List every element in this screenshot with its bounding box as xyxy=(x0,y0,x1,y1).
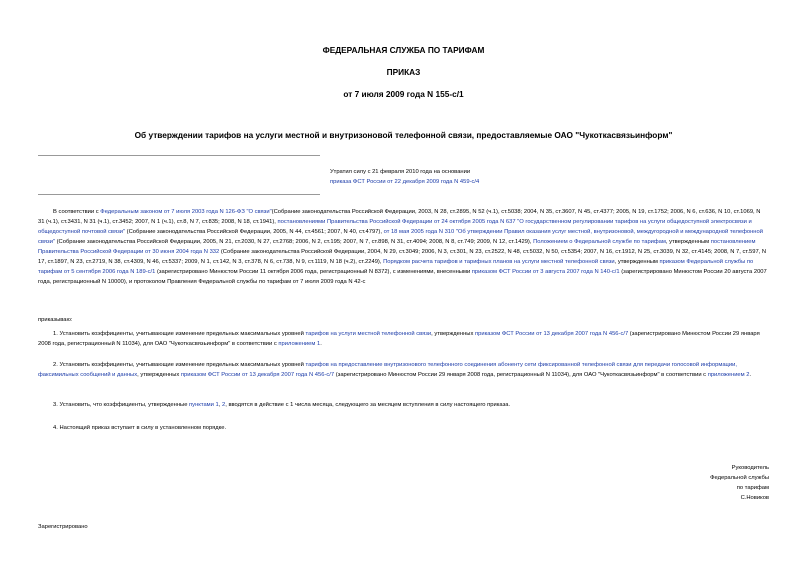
text-span: . xyxy=(320,341,322,347)
link-prikaz-140[interactable]: приказом ФСТ России от 3 августа 2007 года N 140-с/1 xyxy=(471,269,620,275)
signature-block xyxy=(710,463,769,503)
link-prikaz-456[interactable]: приказом ФСТ России от 13 декабря 2007 года N 456-с/7 xyxy=(474,331,629,337)
link-prikaz-456-2[interactable]: приказом ФСТ России от 13 декабря 2007 года N 456-с/7 xyxy=(180,372,335,378)
text-span: (Собрание законодательства Российской Федерации, 2003, N 28, ст.2895, N 52 (ч.1), ст.5038; 2004, N 35, ст.3607, N 45, ст.4377; 2005, N 19, ст.1752; 2006, N 6, ст.636, N 10, ст.1069, N 31 (ч.1), ст.3431, N 31 (ч.1), ст.3452; 2007, N 1 (ч.1), ст.8, N 7, ст.835; 2008, N 18, ст.1941), xyxy=(38,209,761,225)
text-span: 3. Установить, что коэффициенты, утвержденные xyxy=(53,402,190,408)
signature-name: С.Новиков xyxy=(740,495,769,501)
lost-force-text: Утратил силу с 21 февраля 2010 года на основании xyxy=(330,169,471,175)
text-span: (Собрание законодательства Российской Федерации, 2004, N 29, ст.3049; 2006, N 3, ст.301, N 23, ст.2522, N 48, ст.5032, N 50, ст.5354; 2007, N 16, ст.1912, N 25, ст.3039, N 32, ст.4145; 2008, N 7, ст.597, N 17, ст.1897, N 23, ст.2719, N 38, ст.4309, N 46, ст.5337; 2009, N 1, ст.142, N 3, ст.378, N 6, ст.738, N 9, ст.1119, N 18 (ч.2), ст.2249), xyxy=(38,249,767,265)
link-item-1[interactable]: пунктами 1 xyxy=(189,402,219,408)
text-span: (зарегистрировано Минюстом России 11 октября 2006 года, регистрационный N 8372), с изменениями, внесенными xyxy=(155,269,472,275)
link-postanovlenie-310[interactable]: от 18 мая 2005 года N 310 "Об утверждении Правил оказания услуг местной, внутризоновой, междугородной и международной телефонной связи" xyxy=(38,229,763,245)
divider-top xyxy=(38,155,320,156)
text-span: 1. Установить коэффициенты, учитывающие изменение предельных максимальных уровней xyxy=(53,331,306,337)
text-span: , утвержденных xyxy=(137,372,181,378)
link-appendix-2[interactable]: приложением 2 xyxy=(707,372,750,378)
link-appendix-1[interactable]: приложением 1 xyxy=(278,341,321,347)
item-2-paragraph xyxy=(38,360,768,380)
text-span: (зарегистрировано Минюстом России 29 января 2008 года, регистрационный N 11034), для ОАО "Чукоткасвязьинформ" в соответствии с xyxy=(334,372,708,378)
registered-label: Зарегистрировано xyxy=(38,524,88,530)
signature-line: по тарифам xyxy=(736,485,769,491)
link-postanovlenie-637[interactable]: постановлениями Правительства Российской Федерации от 24 октября 2005 года N 637 "О государственном регулировании тарифов на услуги общедоступной электросвязи и общедоступной почтовой связи" xyxy=(38,219,752,235)
text-span: , утвержденным xyxy=(614,259,660,265)
text-span: , xyxy=(218,402,222,408)
link-law-126fz[interactable]: Федеральным законом от 7 июля 2003 года N 126-ФЗ "О связи" xyxy=(100,209,272,215)
signature-line: Федеральной службы xyxy=(710,475,769,481)
document-title: Об утверждении тарифов на услуги местной и внутризоновой телефонной связи, предоставляемые ОАО "Чукоткасвязьинформ" xyxy=(134,130,673,140)
lost-force-note xyxy=(330,167,479,187)
lost-force-link[interactable]: приказа ФСТ России от 22 декабря 2009 года N 459-с/4 xyxy=(330,179,480,185)
divider-bottom xyxy=(38,194,320,195)
prikazyvayu-label: приказываю: xyxy=(38,317,73,323)
text-span: , утвержденных xyxy=(431,331,475,337)
text-span: 2. Установить коэффициенты, учитывающие изменение предельных максимальных уровней xyxy=(53,362,306,368)
link-polozhenie-fst[interactable]: Положением о Федеральной службе по тарифам xyxy=(533,239,666,245)
text-span: , вводятся в действие с 1 числа месяца, следующего за месяцем вступления в силу настоящего приказа. xyxy=(225,402,511,408)
item-4-paragraph: 4. Настоящий приказ вступает в силу в установленном порядке. xyxy=(53,425,227,431)
document-type: ПРИКАЗ xyxy=(386,67,421,77)
document-date-number: от 7 июля 2009 года N 155-с/1 xyxy=(343,89,464,99)
item-3-paragraph xyxy=(38,400,768,410)
link-prikaz-189[interactable]: приказом Федеральной службы по тарифам от 5 сентября 2006 года N 189-с/1 xyxy=(38,259,754,275)
text-span: (Собрание законодательства Российской Федерации, 2005, N 44, ст.4561; 2007, N 40, ст.4797), xyxy=(125,229,384,235)
link-item-2[interactable]: 2 xyxy=(221,402,226,408)
text-span: . xyxy=(749,372,752,378)
preamble-paragraph xyxy=(38,207,768,287)
text-span: (Собрание законодательства Российской Федерации, 2005, N 21, ст.2030, N 27, ст.2768; 2006, N 2, ст.195; 2007, N 7, ст.898, N 31, ст.4094; 2008, N 8, ст.749; 2009, N 12, ст.1429), xyxy=(55,239,534,245)
text-span: , утвержденным xyxy=(665,239,711,245)
agency-title: ФЕДЕРАЛЬНАЯ СЛУЖБА ПО ТАРИФАМ xyxy=(322,45,485,55)
link-intrazone-tariffs[interactable]: тарифов на предоставление внутризонового телефонного соединения абоненту сети фиксированной телефонной связи для передачи голосовой информации, факсимильных сообщений и данных xyxy=(38,362,737,378)
text-span: В соответствии с xyxy=(53,209,101,215)
text-span: (зарегистрировано Минюстом России 20 августа 2007 года, регистрационный N 10000), и протоколом Правления Федеральной службы по тарифам от 7 июля 2009 года N 42-с xyxy=(38,269,767,285)
link-poryadok-rascheta[interactable]: Порядком расчета тарифов и тарифных планов на услуги местной телефонной связи xyxy=(383,259,615,265)
link-local-tariffs[interactable]: тарифов на услуги местной телефонной связи xyxy=(305,331,432,337)
link-postanovlenie-332[interactable]: постановлением Правительства Российской Федерации от 30 июня 2004 года N 332 xyxy=(38,239,756,255)
text-span: (зарегистрировано Минюстом России 29 января 2008 года, регистрационный N 11034), для ОАО "Чукоткасвязьинформ" в соответствии с xyxy=(38,331,760,347)
signature-line: Руководитель xyxy=(731,465,769,471)
item-1-paragraph xyxy=(38,329,768,349)
